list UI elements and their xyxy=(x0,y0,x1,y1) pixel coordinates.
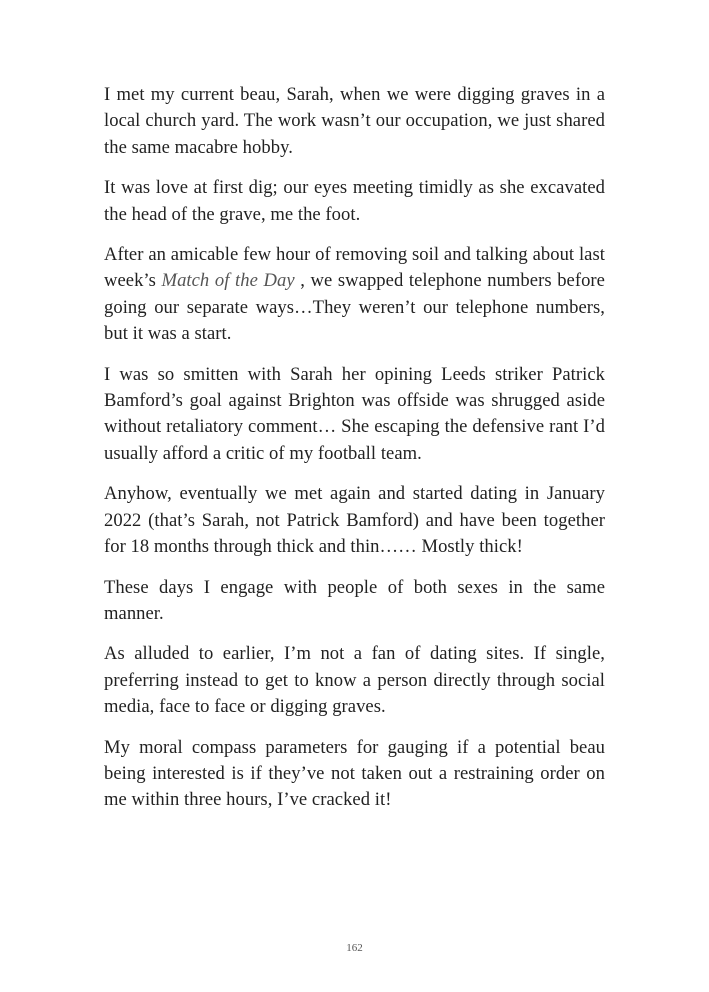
page-body xyxy=(104,82,605,828)
paragraph-4: I was so smitten with Sarah her opining Leeds striker Patrick Bamford’s goal against Brighton was offside was shrugged aside without retaliatory comment… She escaping the defensive rant I’d usually afford a critic of my football team. xyxy=(104,363,605,464)
paragraph-3 xyxy=(104,242,605,348)
page-number: 162 xyxy=(346,942,363,954)
paragraph-6: These days I engage with people of both sexes in the same manner. xyxy=(104,576,605,624)
paragraph-7: As alluded to earlier, I’m not a fan of dating sites. If single, preferring instead to get to know a person directly through social media, face to face or digging graves. xyxy=(104,643,605,718)
paragraph-8: My moral compass parameters for gauging if a potential beau being interested is if they’ve not taken out a restraining order on me within three hours, I’ve cracked it! xyxy=(104,736,605,811)
paragraph-3-start: After an amicable few hour of removing soil and talking about last week’s xyxy=(104,244,605,292)
paragraph-5: Anyhow, eventually we met again and started dating in January 2022 (that’s Sarah, not Patrick Bamford) and have been together for 18 months through thick and thin…… Mostly thick! xyxy=(104,483,605,558)
paragraph-2: It was love at first dig; our eyes meeting timidly as she excavated the head of the grave, me the foot. xyxy=(104,177,605,225)
paragraph-1: I met my current beau, Sarah, when we were digging graves in a local church yard. The work wasn’t our occupation, we just shared the same macabre hobby. xyxy=(104,84,605,158)
show-title: Match of the Day xyxy=(161,270,295,292)
paragraph-3-end: , we swapped telephone numbers before going our separate ways…They weren’t our telephone numbers, but it was a start. xyxy=(104,270,605,345)
